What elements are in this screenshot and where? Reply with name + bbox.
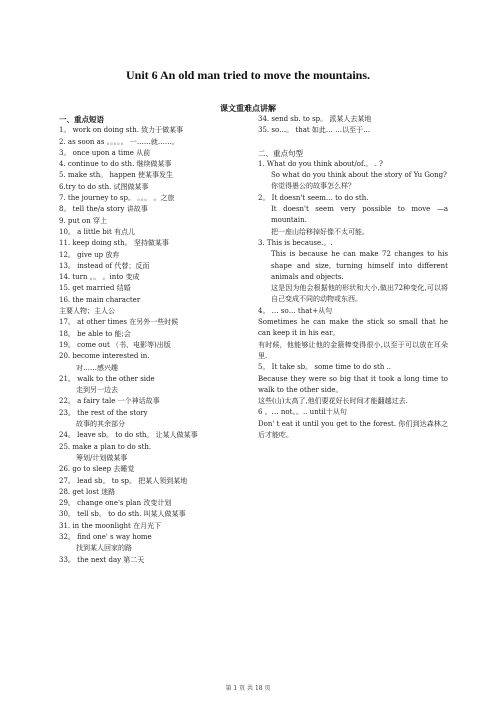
phrase-line: 27。 lead sb。 to sp。 把某人领到某地 [59,476,188,485]
sentence-line: 4。 … so… that+从句 [258,306,333,315]
phrase-line: 34. send sb. to sp。 派某人去某地 [258,115,372,123]
phrase-line: 9. put on 穿上 [59,216,107,225]
spacer [258,137,448,148]
sentence-line: 这是因为他会根据他的形状和大小,做出72种变化,可以将自己变成不同的动物或东西。 [271,284,448,304]
phrase-line: 14. turn 。。 。into 变成 [59,273,140,282]
sentence-line: 1. What do you think about/of.。 . ? [258,159,383,168]
phrase-line: 3。 once upon a time 从前 [59,148,151,157]
sentence-line: 你觉得愚公的故事怎么样？ [271,182,355,191]
phrase-line: 4. continue to do sth. 继续做某事 [59,160,172,169]
sentences-heading: 二、重点句型 [258,148,303,158]
phrase-line: 20. become interested in. [59,352,150,361]
phrase-line: 13。 instead of 代替；反而 [59,261,150,270]
sentence-line: 5。 It take sb。 some time to do sth .. [258,363,392,372]
phrase-line: 筹划/计划做某事 [76,453,128,462]
phrase-line: 19。 come out （书、电影等)出版 [59,340,171,349]
sentence-line: 有时候，他能够让他的金箍棒变得很小,以至于可以放在耳朵里. [258,340,448,360]
page-footer: 第 1 页 共 18 页 [225,685,271,692]
phrases-heading: 一、重点短语 [59,115,104,124]
phrase-line: 25. make a plan to do sth. [59,442,152,451]
phrase-line: 11. keep doing sth。 坚持做某事 [59,239,169,248]
phrase-line: 17。 at other times 在另外一些时候 [59,318,179,327]
phrase-line: 15. get married 结婚 [59,284,131,293]
phrase-line: 找到某人回家的路 [76,544,132,553]
phrase-line: 5. make sth。 happen 使某事发生 [59,171,173,180]
phrase-line: 35. so…。 that 如此… …以至于… [258,126,371,135]
phrase-line: 22。 a fairy tale 一个神话故事 [59,397,160,406]
phrase-line: 对……感兴趣 [76,363,118,372]
page-title: Unit 6 An old man tried to move the mountains. [125,68,370,82]
phrase-line: 29。 change one's plan 改变计划 [59,499,172,508]
left-column [59,114,264,566]
phrase-line: 23。 the rest of the story [59,408,148,417]
phrase-line: 2. as soon as 。。。。。 一……就……。 [59,137,179,146]
phrase-line: 26. go to sleep 去睡觉 [59,465,135,474]
phrase-line: 12。 give up 放弃 [59,250,120,259]
phrase-line: 18。 be able to 能;会 [59,329,131,338]
phrase-line: 33。 the next day 第二天 [59,555,145,564]
phrase-line: 31. in the moonlight 在月光下 [59,521,162,530]
right-column [258,114,448,441]
section-subtitle: 课文重难点讲解 [220,104,276,113]
sentence-line: It doesn't seem very possible to move —a mountain. [271,205,448,225]
phrase-line: 8。 tell the/a story 讲故事 [59,205,148,214]
phrase-line: 21。 walk to the other side [59,374,155,383]
phrase-line: 16. the main character [59,295,141,304]
sentence-line: 这些(山)太高了,他们要花好长时间才能翻越过去. [258,397,408,406]
sentence-line: So what do you think about the story of Yu Gong? [271,171,447,180]
sentence-line: Don' t eat it until you get to the forest. 你们到达森林之后才能吃。 [258,419,448,440]
phrase-line: 故事的其余部分 [76,420,125,429]
sentence-line: 3. This is because.。. [258,238,333,247]
phrase-line: 走到另一边去 [76,386,118,395]
phrase-line: 30。 tell sb。 to do sth. 叫某人做某事 [59,510,186,519]
sentence-line: Sometimes he can make the stick so small that he can keep it in his ear。 [258,318,448,338]
sentence-line: 6 。… not。。.. until十从句 [258,408,347,417]
sentence-line: 2。 It doesn't seem… to do sth. [258,193,369,202]
phrase-line: 28. get lost 迷路 [59,487,116,496]
phrase-line: 10。 a little bit 有点儿 [59,227,135,236]
phrase-line: 主要人物；主人公 [59,307,115,316]
phrase-line: 32。 find one' s way home [59,532,152,541]
sentence-line: This is because he can make 72 changes to his shape and size, turning himself into different animals and objects. [271,250,448,281]
sentence-line: Because they were so big that it took a long time to walk to the other side。 [258,374,448,394]
phrase-line: 24。 leave sb。 to do sth。 让某人做某事 [59,431,198,440]
phrase-line: 7. the journey to sp。 。。。 。之旅 [59,194,175,203]
phrase-line: 6.try to do sth. 试图做某事 [59,182,149,191]
phrase-line: 1。 work on doing sth. 致力于做某事 [59,126,184,135]
sentence-line: 把一座山给移掉好像不太可能。 [271,227,369,236]
